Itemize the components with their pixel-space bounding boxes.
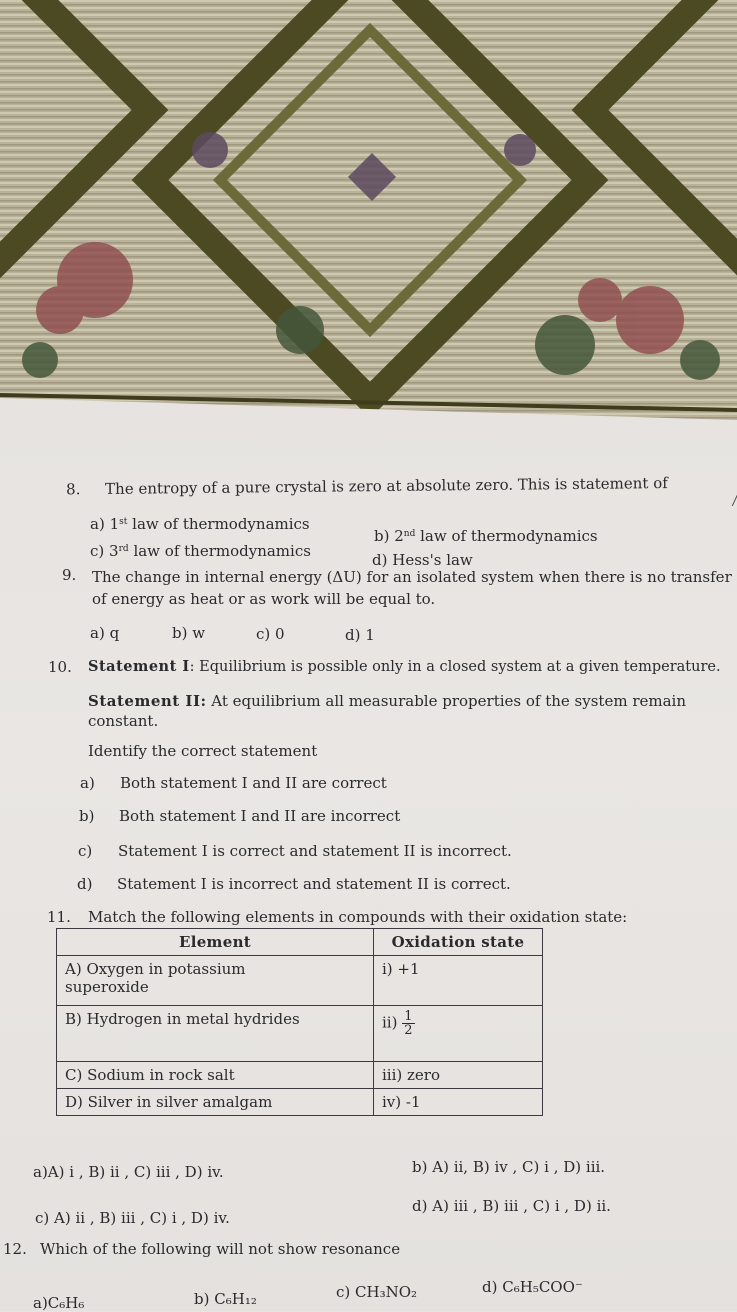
- fraction: $\frac{1}{2}$: [404, 1009, 413, 1038]
- question-number: 9.: [62, 566, 77, 584]
- element-cell: B) Hydrogen in metal hydrides: [57, 1006, 374, 1062]
- option-b[interactable]: b) w: [172, 624, 206, 642]
- oxidation-state-cell: iv) -1: [374, 1089, 543, 1116]
- statement-1: Statement I: Equilibrium is possible only in a closed system at a given temperature.: [88, 658, 721, 675]
- oxidation-state-cell: iii) zero: [374, 1062, 543, 1089]
- option-d[interactable]: d) C₆H₅COO⁻: [482, 1278, 583, 1296]
- element-cell: D) Silver in silver amalgam: [57, 1089, 374, 1116]
- option-c[interactable]: c) A) ii , B) iii , C) i , D) iv.: [35, 1209, 230, 1227]
- option-d[interactable]: d) Statement I is incorrect and statement II is correct.: [77, 875, 511, 893]
- question-number: 10.: [48, 658, 72, 676]
- column-header-element: Element: [57, 929, 374, 956]
- question-number: 12.: [3, 1240, 27, 1258]
- option-d[interactable]: d) A) iii , B) iii , C) i , D) ii.: [412, 1197, 611, 1215]
- table-row: [57, 1006, 543, 1062]
- question-number: 11.: [47, 908, 71, 926]
- question-text: The entropy of a pure crystal is zero at absolute zero. This is statement of: [105, 474, 668, 498]
- option-c[interactable]: c) CH₃NO₂: [336, 1283, 418, 1301]
- option-b[interactable]: b) A) ii, B) iv , C) i , D) iii.: [412, 1158, 606, 1176]
- question-text: Which of the following will not show resonance: [40, 1240, 401, 1258]
- option-c[interactable]: c) Statement I is correct and statement II is incorrect.: [78, 842, 512, 860]
- question-text: Match the following elements in compounds with their oxidation state:: [88, 908, 628, 926]
- match-table: [56, 928, 543, 1116]
- option-d[interactable]: d) Hess's law: [372, 551, 473, 569]
- option-a[interactable]: a)A) i , B) ii , C) iii , D) iv.: [33, 1163, 224, 1181]
- statement-2: Statement II: At equilibrium all measurable properties of the system remain: [88, 692, 686, 710]
- fabric-background: [0, 0, 737, 420]
- option-a[interactable]: a)C₆H₆: [33, 1294, 85, 1312]
- option-a[interactable]: a) 1st law of thermodynamics: [90, 515, 310, 533]
- column-header-oxidation-state: Oxidation state: [374, 929, 543, 956]
- table-row: [57, 1089, 543, 1116]
- question-text-line2: of energy as heat or as work will be equal to.: [92, 590, 436, 608]
- element-cell: A) Oxygen in potassium superoxide: [57, 956, 374, 1006]
- option-a[interactable]: a) q: [90, 624, 120, 642]
- oxidation-state-cell: i) +1: [374, 956, 543, 1006]
- table-row: [57, 956, 543, 1006]
- option-d[interactable]: d) 1: [345, 626, 375, 644]
- option-b[interactable]: b) 2nd law of thermodynamics: [374, 527, 598, 545]
- question-number: 8.: [66, 480, 81, 499]
- element-cell: C) Sodium in rock salt: [57, 1062, 374, 1089]
- table-row: [57, 1062, 543, 1089]
- option-b[interactable]: b) C₆H₁₂: [194, 1290, 257, 1308]
- question-text-line1: The change in internal energy (ΔU) for an isolated system when there is no transfer: [92, 568, 732, 586]
- option-c[interactable]: c) 3rd law of thermodynamics: [90, 542, 311, 560]
- option-c[interactable]: c) 0: [256, 625, 285, 643]
- option-b[interactable]: b) Both statement I and II are incorrect: [79, 807, 401, 825]
- oxidation-state-cell: ii) $\frac{1}{2}$: [374, 1006, 543, 1062]
- table-header-row: [57, 929, 543, 956]
- statement-2-continued: constant.: [88, 712, 159, 730]
- option-a[interactable]: a) Both statement I and II are correct: [80, 774, 387, 792]
- question-prompt: Identify the correct statement: [88, 742, 318, 760]
